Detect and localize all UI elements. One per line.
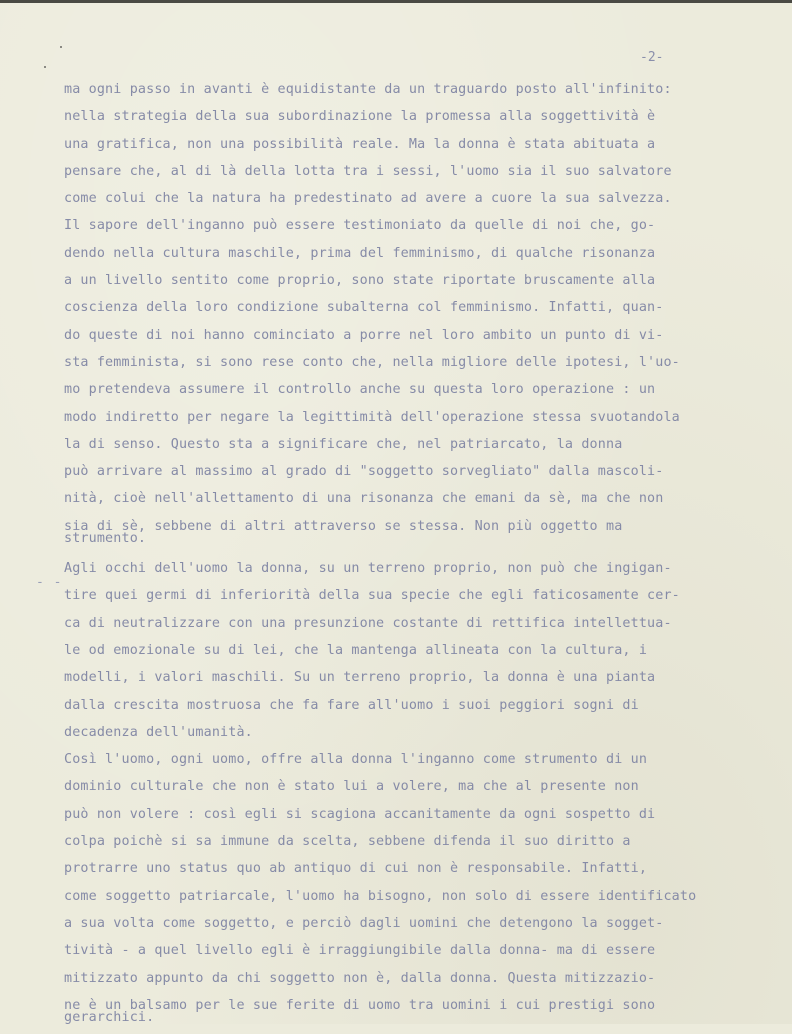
page-number: -2- [640, 50, 664, 65]
text-line: decadenza dell'umanità. [64, 724, 253, 740]
text-line: sia di sè, sebbene di altri attraverso se stessa. Non più oggetto ma [64, 518, 623, 534]
text-line: Il sapore dell'inganno può essere testimoniato da quelle di noi che, go- [64, 218, 656, 234]
text-line: come colui che la natura ha predestinato ad avere a cuore la sua salvezza. [64, 191, 672, 207]
text-line: mitizzato appunto da chi soggetto non è, dalla donna. Questa mitizzazio- [64, 970, 656, 986]
text-line: una gratifica, non una possibilità reale. Ma la donna è stata abituata a [64, 136, 656, 152]
paper-speck [60, 46, 62, 48]
text-line: nità, cioè nell'allettamento di una risonanza che emani da sè, ma che non [64, 491, 664, 507]
text-line: può arrivare al massimo al grado di "soggetto sorvegliato" dalla mascoli- [64, 464, 664, 480]
text-line: pensare che, al di là della lotta tra i sessi, l'uomo sia il suo salvatore [64, 163, 672, 179]
text-line: ma ogni passo in avanti è equidistante da un traguardo posto all'infinito: [64, 82, 672, 97]
text-line: dendo nella cultura maschile, prima del femminismo, di qualche risonanza [64, 245, 656, 261]
text-line: tività - a quel livello egli è irraggiungibile dalla donna- ma di essere [64, 943, 656, 959]
paper-speck [44, 66, 46, 68]
text-line: sta femminista, si sono rese conto che, nella migliore delle ipotesi, l'uo- [64, 354, 680, 370]
text-line: Così l'uomo, ogni uomo, offre alla donna l'inganno come strumento di un [64, 752, 648, 768]
text-line: le od emozionale su di lei, che la mantenga allineata con la cultura, i [64, 642, 648, 658]
text-line: dalla crescita mostruosa che fa fare all'uomo i suoi peggiori sogni di [64, 697, 639, 713]
text-line: ca di neutralizzare con una presunzione costante di rettifica intellettua- [64, 615, 672, 631]
text-line: a sua volta come soggetto, e perciò dagli uomini che detengono la sogget- [64, 915, 664, 931]
text-line: può non volere : così egli si scagiona accanitamente da ogni sospetto di [64, 806, 656, 822]
margin-mark: - - [36, 575, 63, 590]
scan-top-edge [0, 0, 792, 3]
text-line: a un livello sentito come proprio, sono state riportate bruscamente alla [64, 273, 656, 289]
text-line: mo pretendeva assumere il controllo anche su questa loro operazione : un [64, 382, 656, 398]
text-line: protrarre uno status quo ab antiquo di cui non è responsabile. Infatti, [64, 861, 648, 877]
text-line: coscienza della loro condizione subalterna col femminismo. Infatti, quan- [64, 300, 664, 316]
text-line: modelli, i valori maschili. Su un terreno proprio, la donna è una pianta [64, 670, 656, 686]
text-line: strumento. [64, 531, 147, 547]
text-line: la di senso. Questo sta a significare che, nel patriarcato, la donna [64, 436, 623, 452]
text-line: colpa poichè si sa immune da scelta, sebbene difenda il suo diritto a [64, 834, 631, 850]
text-line: dominio culturale che non è stato lui a volere, ma che al presente non [64, 779, 639, 795]
text-line: Agli occhi dell'uomo la donna, su un terreno proprio, non può che ingigan- [64, 561, 672, 577]
text-line: tire quei germi di inferiorità della sua specie che egli faticosamente cer- [64, 588, 680, 604]
text-line: modo indiretto per negare la legittimità dell'operazione stessa svuotandola [64, 409, 680, 425]
text-line: come soggetto patriarcale, l'uomo ha bisogno, non solo di essere identificato [64, 888, 697, 904]
text-line: do queste di noi hanno cominciato a porre nel loro ambito un punto di vi- [64, 327, 664, 343]
text-line: ne è un balsamo per le sue ferite di uomo tra uomini i cui prestigi sono [64, 997, 656, 1013]
text-line: nella strategia della sua subordinazione la promessa alla soggettività è [64, 109, 656, 125]
typewritten-body [64, 76, 776, 1034]
text-line: gerarchici. [64, 1010, 155, 1026]
